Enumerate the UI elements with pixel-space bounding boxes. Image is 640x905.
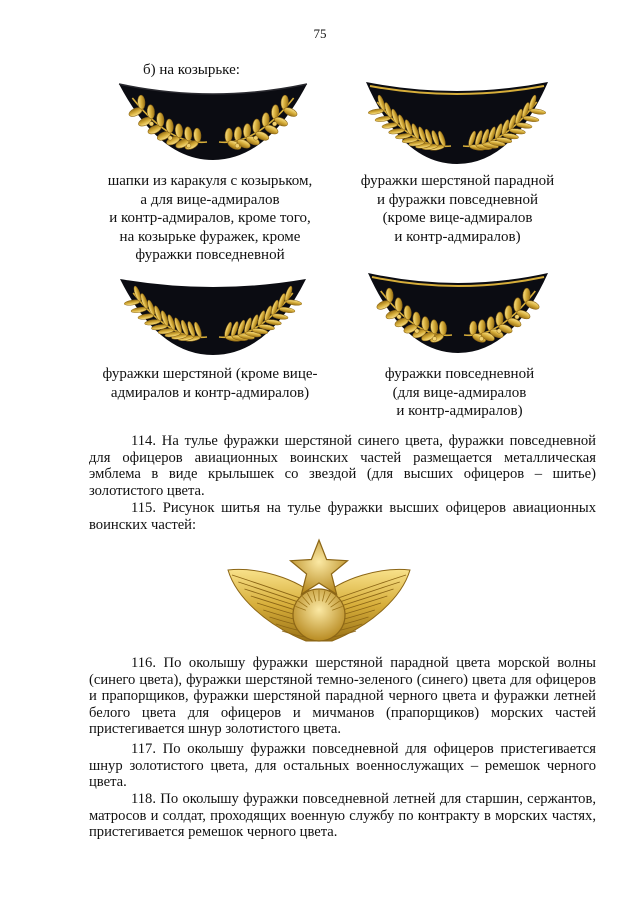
visor-laurel-1 <box>362 80 552 166</box>
aviation-emblem <box>226 537 412 652</box>
caption-line: фуражки повседневной <box>135 247 285 263</box>
laurel-embroidered-visor-icon <box>362 80 552 166</box>
section-intro: б) на козырьке: <box>143 62 240 78</box>
winged-star-emblem-icon <box>226 537 412 647</box>
visor-caption-3 <box>90 365 330 402</box>
caption-line: адмиралов и контр-адмиралов) <box>110 384 310 401</box>
paragraph-text: 118. По околышу фуражки повседневной летней для старшин, сержантов, матросов и солдат, проходящих военную службу по контракту в морских частях, пристегивается ремешок черного цвета. <box>89 791 596 840</box>
caption-line: и контр-адмиралов, кроме того, <box>109 210 311 226</box>
oak-leaf-embroidered-visor-icon <box>366 271 550 355</box>
paragraph-text: 116. По околышу фуражки шерстяной парадной цвета морской волны (синего цвета), фуражки шерстяной темно-зеленого (синего) цвета для офицеров и прапорщиков, фуражки шерстяной парадной черного цвета и фуражки летней белого цвета для офицеров и мичманов (прапорщиков) морских частей пристегивается шнур золотистого цвета. <box>89 655 596 737</box>
paragraph-116 <box>89 655 596 738</box>
caption-line: (кроме вице-адмиралов <box>382 210 533 226</box>
caption-line: (для вице-адмиралов <box>392 384 527 401</box>
caption-line: фуражки повседневной <box>384 366 535 382</box>
caption-line: фуражки шерстяной (кроме вице- <box>102 366 318 382</box>
laurel-embroidered-visor-icon <box>118 273 308 357</box>
paragraph-115 <box>89 500 596 533</box>
visor-oak-1 <box>117 80 309 162</box>
paragraph-117 <box>89 741 596 791</box>
caption-line: и фуражки повседневной <box>377 191 538 208</box>
visor-caption-4 <box>342 365 577 421</box>
visor-caption-2 <box>340 172 575 246</box>
caption-line: а для вице-адмиралов <box>140 191 280 208</box>
visor-caption-1 <box>90 172 330 265</box>
caption-line: шапки из каракуля с козырьком, <box>107 173 313 189</box>
page-number: 75 <box>313 26 327 41</box>
paragraph-text: 115. Рисунок шитья на тулье фуражки высших офицеров авиационных воинских частей: <box>89 500 596 533</box>
caption-line: на козырьке фуражек, кроме <box>119 228 301 245</box>
caption-line: фуражки шерстяной парадной <box>360 173 555 189</box>
paragraph-114 <box>89 433 596 499</box>
paragraph-text: 117. По околышу фуражки повседневной для офицеров пристегивается шнур золотистого цвета, для остальных военнослужащих – ремешок черного цвета. <box>89 741 596 790</box>
paragraph-118 <box>89 791 596 841</box>
caption-line: и контр-адмиралов) <box>394 228 521 245</box>
caption-line: и контр-адмиралов) <box>396 403 523 419</box>
visor-oak-2 <box>366 271 550 355</box>
visor-laurel-2 <box>118 273 308 357</box>
paragraph-text: 114. На тулье фуражки шерстяной синего цвета, фуражки повседневной для офицеров авиационных воинских частей размещается металлическая эмблема в виде крылышек со звездой (для высших офицеров – шитье) золотистого цвета. <box>89 433 596 499</box>
oak-leaf-embroidered-visor-icon <box>117 80 309 162</box>
